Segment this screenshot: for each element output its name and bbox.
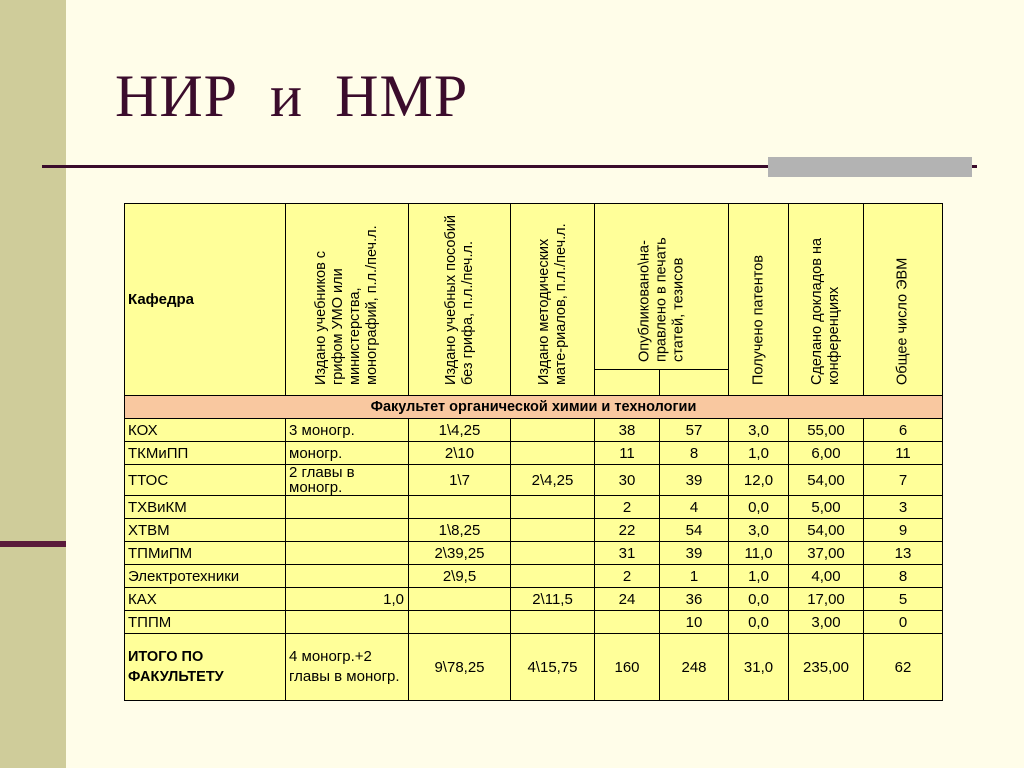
row-c5: 3,0 [729, 519, 789, 542]
row-c6: 37,00 [789, 542, 864, 565]
row-c5: 0,0 [729, 611, 789, 634]
row-c7: 9 [864, 519, 943, 542]
row-c3 [511, 442, 595, 465]
row-c6: 55,00 [789, 419, 864, 442]
total-row [125, 634, 943, 701]
row-name: ТТОС [125, 465, 286, 496]
row-c2: 1\4,25 [409, 419, 511, 442]
total-c7: 62 [864, 634, 943, 701]
row-c7: 7 [864, 465, 943, 496]
header-col3: Издано методических мате-риалов, п.л./печ.л. [511, 204, 595, 396]
row-c7: 3 [864, 496, 943, 519]
row-c3: 2\4,25 [511, 465, 595, 496]
row-c3 [511, 565, 595, 588]
total-c5: 31,0 [729, 634, 789, 701]
row-c2: 2\9,5 [409, 565, 511, 588]
row-c4b: 1 [660, 565, 729, 588]
row-c6: 17,00 [789, 588, 864, 611]
row-c2: 2\10 [409, 442, 511, 465]
faculty-label: Факультет органической химии и технологии [125, 396, 943, 419]
row-c6: 54,00 [789, 465, 864, 496]
title-rule-block [768, 157, 972, 177]
row-name: КАХ [125, 588, 286, 611]
total-c1: 4 моногр.+2 главы в моногр. [286, 634, 409, 701]
row-c6: 5,00 [789, 496, 864, 519]
row-c3 [511, 542, 595, 565]
row-c1 [286, 496, 409, 519]
header-col7: Общее число ЭВМ [864, 204, 943, 396]
row-c7: 6 [864, 419, 943, 442]
row-c1 [286, 565, 409, 588]
header-kafedra: Кафедра [125, 204, 286, 396]
row-c4a: 22 [595, 519, 660, 542]
row-c4a: 31 [595, 542, 660, 565]
row-c4b: 4 [660, 496, 729, 519]
row-name: ТППМ [125, 611, 286, 634]
header-col5: Получено патентов [729, 204, 789, 396]
row-c4a: 24 [595, 588, 660, 611]
header-col6: Сделано докладов на конференциях [789, 204, 864, 396]
total-name: ИТОГО ПО ФАКУЛЬТЕТУ [125, 634, 286, 701]
row-c2 [409, 611, 511, 634]
row-c6: 4,00 [789, 565, 864, 588]
header-col4-sub-b [660, 370, 729, 396]
row-c5: 0,0 [729, 588, 789, 611]
row-c4a [595, 611, 660, 634]
row-c7: 0 [864, 611, 943, 634]
row-name: ХТВМ [125, 519, 286, 542]
table-row [125, 519, 943, 542]
row-name: Электротехники [125, 565, 286, 588]
row-c5: 3,0 [729, 419, 789, 442]
row-c1: моногр. [286, 442, 409, 465]
table-body [125, 419, 943, 634]
row-c4b: 36 [660, 588, 729, 611]
row-c5: 0,0 [729, 496, 789, 519]
row-c2 [409, 588, 511, 611]
row-c6: 54,00 [789, 519, 864, 542]
row-c4b: 54 [660, 519, 729, 542]
row-c4a: 38 [595, 419, 660, 442]
nir-nmr-table [124, 203, 943, 701]
table-row [125, 496, 943, 519]
row-name: ТХВиКМ [125, 496, 286, 519]
row-c3: 2\11,5 [511, 588, 595, 611]
row-c4b: 10 [660, 611, 729, 634]
row-c1 [286, 519, 409, 542]
row-c7: 11 [864, 442, 943, 465]
header-col4: Опубликовано\на-правлено в печать статей, тезисов [595, 204, 729, 370]
row-c1: 3 моногр. [286, 419, 409, 442]
table-row [125, 588, 943, 611]
row-name: ТПМиПМ [125, 542, 286, 565]
row-c6: 6,00 [789, 442, 864, 465]
row-c5: 12,0 [729, 465, 789, 496]
row-c2: 1\8,25 [409, 519, 511, 542]
table-row [125, 465, 943, 496]
row-c1 [286, 542, 409, 565]
total-c4a: 160 [595, 634, 660, 701]
slide-title: НИР и НМР [115, 63, 469, 129]
total-c6: 235,00 [789, 634, 864, 701]
row-c7: 5 [864, 588, 943, 611]
row-name: КОХ [125, 419, 286, 442]
header-col1: Издано учебников с грифом УМО или министерства, монографий, п.л./печ.л. [286, 204, 409, 396]
band-accent-line [0, 541, 66, 547]
header-col4-sub-a [595, 370, 660, 396]
row-c4b: 39 [660, 465, 729, 496]
row-c4b: 57 [660, 419, 729, 442]
table-row [125, 442, 943, 465]
row-c6: 3,00 [789, 611, 864, 634]
row-c3 [511, 611, 595, 634]
row-c4a: 2 [595, 496, 660, 519]
faculty-row [125, 396, 943, 419]
left-decorative-band [0, 0, 66, 768]
table-row [125, 611, 943, 634]
row-c5: 1,0 [729, 442, 789, 465]
row-c2: 2\39,25 [409, 542, 511, 565]
table-row [125, 542, 943, 565]
row-c4a: 11 [595, 442, 660, 465]
row-c2: 1\7 [409, 465, 511, 496]
row-c5: 11,0 [729, 542, 789, 565]
row-c4b: 8 [660, 442, 729, 465]
total-c2: 9\78,25 [409, 634, 511, 701]
table-row [125, 419, 943, 442]
header-col2: Издано учебных пособий без грифа, п.л./печ.л. [409, 204, 511, 396]
row-c3 [511, 419, 595, 442]
header-row [125, 204, 943, 370]
row-c7: 13 [864, 542, 943, 565]
row-c5: 1,0 [729, 565, 789, 588]
row-c4b: 39 [660, 542, 729, 565]
row-c3 [511, 496, 595, 519]
row-c1: 1,0 [286, 588, 409, 611]
row-c2 [409, 496, 511, 519]
table-row [125, 565, 943, 588]
row-c4a: 30 [595, 465, 660, 496]
row-c4a: 2 [595, 565, 660, 588]
row-name: ТКМиПП [125, 442, 286, 465]
row-c1 [286, 611, 409, 634]
total-c3: 4\15,75 [511, 634, 595, 701]
row-c3 [511, 519, 595, 542]
row-c1: 2 главы в моногр. [286, 465, 409, 496]
total-c4b: 248 [660, 634, 729, 701]
row-c7: 8 [864, 565, 943, 588]
